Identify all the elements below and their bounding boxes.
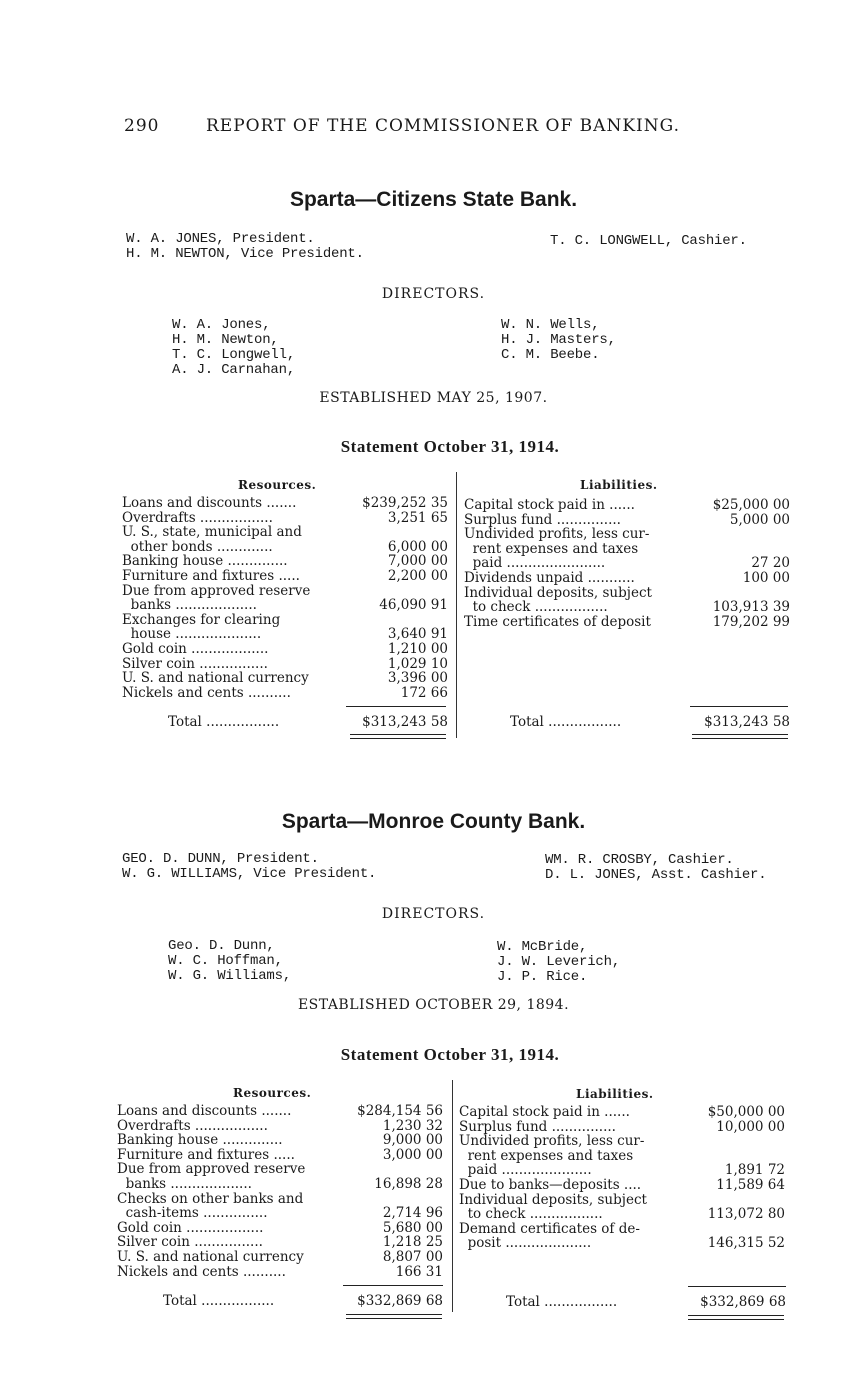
statement-heading: Statement October 31, 1914.: [340, 437, 560, 456]
line-amount: 1,230 32: [382, 1117, 443, 1134]
line-amount: $284,154 56: [357, 1103, 443, 1119]
line-label: Undivided profits, less cur-: [459, 1133, 645, 1150]
total-label: Total .................: [168, 714, 280, 730]
line-label: rent expenses and taxes: [459, 1147, 634, 1164]
line-label: Capital stock paid in ......: [459, 1104, 630, 1120]
line-label: Checks on other banks and: [117, 1190, 304, 1207]
statement-line: [122, 671, 448, 686]
line-label: U. S. and national currency: [117, 1248, 304, 1265]
line-amount: $239,252 35: [362, 495, 448, 511]
line-amount: 27 20: [751, 555, 790, 572]
statement-line: [117, 1235, 443, 1250]
line-label: Gold coin ..................: [117, 1219, 264, 1236]
statement-line: [464, 600, 790, 615]
line-amount: 146,315 52: [707, 1235, 785, 1252]
line-label: Due from approved reserve: [117, 1161, 306, 1178]
line-amount: 2,200 00: [387, 567, 448, 584]
statement-line: [464, 586, 790, 601]
statement-line: [459, 1236, 785, 1251]
line-label: Silver coin ................: [122, 655, 268, 672]
line-label: Furniture and fixtures .....: [117, 1146, 295, 1163]
statement-line: [122, 642, 448, 657]
resources-total: [163, 1293, 443, 1309]
officer: W. A. JONES, President.: [126, 231, 315, 247]
statement-line: [122, 613, 448, 628]
total-amount: $332,869 68: [357, 1293, 443, 1309]
liabilities-total: [506, 1294, 786, 1310]
double-rule: [350, 734, 446, 735]
line-label: Surplus fund ...............: [464, 511, 621, 528]
statement-line: [464, 615, 790, 630]
bank-title: Sparta—Citizens State Bank.: [289, 188, 578, 211]
officer: T. C. LONGWELL, Cashier.: [550, 233, 747, 249]
line-label: Exchanges for clearing: [122, 611, 281, 628]
line-amount: 2,714 96: [382, 1205, 443, 1222]
bank-title: Sparta—Monroe County Bank.: [281, 810, 586, 833]
line-amount: 46,090 91: [379, 597, 448, 614]
page-header: [124, 116, 680, 136]
total-amount: $313,243 58: [704, 714, 790, 730]
directors-heading: DIRECTORS.: [381, 906, 486, 922]
line-label: rent expenses and taxes: [464, 540, 639, 557]
line-label: Silver coin ................: [117, 1234, 263, 1251]
column-divider: [456, 472, 457, 738]
line-amount: 103,913 39: [712, 599, 790, 616]
resources-list: [117, 1104, 443, 1279]
line-label: to check .................: [464, 599, 608, 616]
statement-line: [122, 627, 448, 642]
line-label: Loans and discounts .......: [122, 495, 297, 511]
liabilities-heading: Liabilities.: [576, 1087, 654, 1101]
line-label: paid .......................: [464, 555, 606, 572]
resources-list: [122, 496, 448, 700]
line-label: Banking house ..............: [122, 553, 288, 570]
line-label: Nickels and cents ..........: [122, 684, 291, 701]
line-amount: 7,000 00: [387, 553, 448, 570]
statement-line: [459, 1207, 785, 1222]
liabilities-total: [510, 714, 790, 730]
officers-left: [126, 232, 364, 262]
liabilities-list: [464, 498, 790, 629]
officer: W. G. WILLIAMS, Vice President.: [122, 866, 377, 882]
sum-rule: [346, 706, 446, 707]
statement-line: [464, 556, 790, 571]
director: T. C. Longwell,: [172, 347, 296, 363]
line-label: banks ...................: [117, 1175, 252, 1192]
double-rule: [688, 1315, 784, 1316]
statement-line: [117, 1206, 443, 1221]
officers-right: [545, 853, 766, 883]
directors-heading: DIRECTORS.: [381, 286, 486, 302]
line-label: banks ...................: [122, 597, 257, 614]
statement-line: [117, 1133, 443, 1148]
statement-line: [122, 554, 448, 569]
statement-line: [459, 1193, 785, 1208]
director: C. M. Beebe.: [501, 347, 600, 363]
statement-line: [117, 1265, 443, 1280]
statement-line: [459, 1149, 785, 1164]
page-number: 290: [124, 116, 160, 136]
line-amount: 100 00: [742, 569, 790, 586]
line-amount: 9,000 00: [382, 1132, 443, 1149]
line-label: U. S. and national currency: [122, 670, 309, 687]
double-rule: [688, 1319, 784, 1320]
statement-line: [117, 1177, 443, 1192]
line-label: house ....................: [122, 626, 262, 643]
statement-line: [122, 540, 448, 555]
directors-right: [497, 940, 620, 985]
resources-total: [168, 714, 448, 730]
directors-right: [501, 318, 616, 363]
total-label: Total .................: [163, 1293, 275, 1309]
sum-rule: [690, 706, 788, 707]
line-amount: 172 66: [400, 684, 448, 701]
director: Geo. D. Dunn,: [168, 938, 275, 954]
statement-line: [122, 657, 448, 672]
line-label: Nickels and cents ..........: [117, 1263, 286, 1280]
line-label: Capital stock paid in ......: [464, 497, 635, 513]
officer: WM. R. CROSBY, Cashier.: [545, 852, 734, 868]
statement-line: [122, 569, 448, 584]
sum-rule: [688, 1286, 786, 1287]
total-amount: $332,869 68: [700, 1294, 786, 1310]
statement-line: [464, 571, 790, 586]
statement-line: [117, 1250, 443, 1265]
line-amount: 179,202 99: [712, 613, 790, 630]
officers-left: [122, 852, 376, 882]
total-label: Total .................: [510, 714, 622, 730]
sum-rule: [343, 1285, 443, 1286]
line-label: Due to banks—deposits ....: [459, 1176, 642, 1193]
double-rule: [346, 1314, 442, 1315]
statement-line: [122, 525, 448, 540]
line-label: to check .................: [459, 1206, 603, 1223]
statement-line: [122, 584, 448, 599]
statement-line: [464, 527, 790, 542]
statement-line: [122, 511, 448, 526]
total-label: Total .................: [506, 1294, 618, 1310]
line-label: Furniture and fixtures .....: [122, 567, 300, 584]
directors-left: [172, 318, 295, 378]
line-amount: 1,218 25: [382, 1234, 443, 1251]
double-rule: [692, 738, 788, 739]
line-label: Gold coin ..................: [122, 640, 269, 657]
director: A. J. Carnahan,: [172, 362, 296, 378]
column-divider: [452, 1080, 453, 1312]
statement-line: [117, 1148, 443, 1163]
established-date: ESTABLISHED OCTOBER 29, 1894.: [297, 997, 570, 1013]
line-amount: 5,000 00: [729, 511, 790, 528]
line-label: paid .....................: [459, 1162, 592, 1179]
line-label: Dividends unpaid ...........: [464, 569, 635, 586]
line-amount: 3,251 65: [387, 509, 448, 526]
director: W. McBride,: [497, 939, 588, 955]
line-label: Banking house ..............: [117, 1132, 283, 1149]
director: J. W. Leverich,: [497, 954, 621, 970]
statement-line: [459, 1163, 785, 1178]
director: W. N. Wells,: [501, 317, 600, 333]
line-amount: 3,640 91: [387, 626, 448, 643]
statement-line: [459, 1120, 785, 1135]
line-amount: 5,680 00: [382, 1219, 443, 1236]
total-amount: $313,243 58: [362, 714, 448, 730]
director: H. J. Masters,: [501, 332, 616, 348]
resources-heading: Resources.: [238, 478, 317, 492]
liabilities-heading: Liabilities.: [580, 478, 658, 492]
statement-line: [117, 1192, 443, 1207]
statement-line: [459, 1178, 785, 1193]
statement-line: [464, 542, 790, 557]
directors-left: [168, 939, 291, 984]
established-date: ESTABLISHED MAY 25, 1907.: [319, 390, 548, 406]
line-amount: 3,396 00: [387, 670, 448, 687]
director: W. C. Hoffman,: [168, 953, 283, 969]
line-label: other bonds .............: [122, 538, 273, 555]
line-amount: 3,000 00: [382, 1146, 443, 1163]
line-label: Time certificates of deposit: [464, 613, 651, 630]
line-label: Overdrafts .................: [122, 509, 273, 526]
line-amount: 10,000 00: [716, 1118, 785, 1135]
statement-line: [459, 1222, 785, 1237]
line-label: Demand certificates of de-: [459, 1220, 640, 1237]
line-amount: 8,807 00: [382, 1248, 443, 1265]
double-rule: [350, 738, 446, 739]
statement-line: [464, 513, 790, 528]
statement-line: [122, 496, 448, 511]
line-label: Individual deposits, subject: [464, 584, 652, 601]
line-label: posit ....................: [459, 1235, 592, 1252]
statement-line: [117, 1104, 443, 1119]
statement-line: [459, 1134, 785, 1149]
line-amount: $25,000 00: [712, 497, 790, 513]
officer: H. M. NEWTON, Vice President.: [126, 246, 364, 262]
officer: D. L. JONES, Asst. Cashier.: [545, 867, 767, 883]
line-label: Due from approved reserve: [122, 582, 311, 599]
line-label: Loans and discounts .......: [117, 1103, 292, 1119]
line-label: U. S., state, municipal and: [122, 524, 302, 541]
line-amount: 1,210 00: [387, 640, 448, 657]
statement-line: [459, 1105, 785, 1120]
line-label: Undivided profits, less cur-: [464, 526, 650, 543]
line-label: Overdrafts .................: [117, 1117, 268, 1134]
liabilities-list: [459, 1105, 785, 1251]
line-label: Surplus fund ...............: [459, 1118, 616, 1135]
report-title: REPORT OF THE COMMISSIONER OF BANKING.: [206, 116, 680, 136]
statement-line: [117, 1119, 443, 1134]
statement-heading: Statement October 31, 1914.: [340, 1045, 560, 1064]
director: W. G. Williams,: [168, 968, 292, 984]
statement-line: [122, 598, 448, 613]
director: W. A. Jones,: [172, 317, 271, 333]
line-amount: 1,029 10: [387, 655, 448, 672]
officers-right: [550, 234, 747, 249]
resources-heading: Resources.: [233, 1086, 312, 1100]
line-amount: 6,000 00: [387, 538, 448, 555]
line-label: Individual deposits, subject: [459, 1191, 647, 1208]
officer: GEO. D. DUNN, President.: [122, 851, 319, 867]
statement-line: [117, 1221, 443, 1236]
statement-line: [117, 1162, 443, 1177]
line-amount: 166 31: [395, 1263, 443, 1280]
line-amount: 11,589 64: [716, 1176, 785, 1193]
double-rule: [346, 1318, 442, 1319]
statement-line: [122, 686, 448, 701]
director: H. M. Newton,: [172, 332, 279, 348]
line-amount: 113,072 80: [707, 1206, 785, 1223]
line-amount: $50,000 00: [707, 1104, 785, 1120]
double-rule: [692, 734, 788, 735]
line-label: cash-items ...............: [117, 1205, 268, 1222]
director: J. P. Rice.: [497, 969, 588, 985]
statement-line: [464, 498, 790, 513]
line-amount: 16,898 28: [374, 1175, 443, 1192]
line-amount: 1,891 72: [724, 1162, 785, 1179]
